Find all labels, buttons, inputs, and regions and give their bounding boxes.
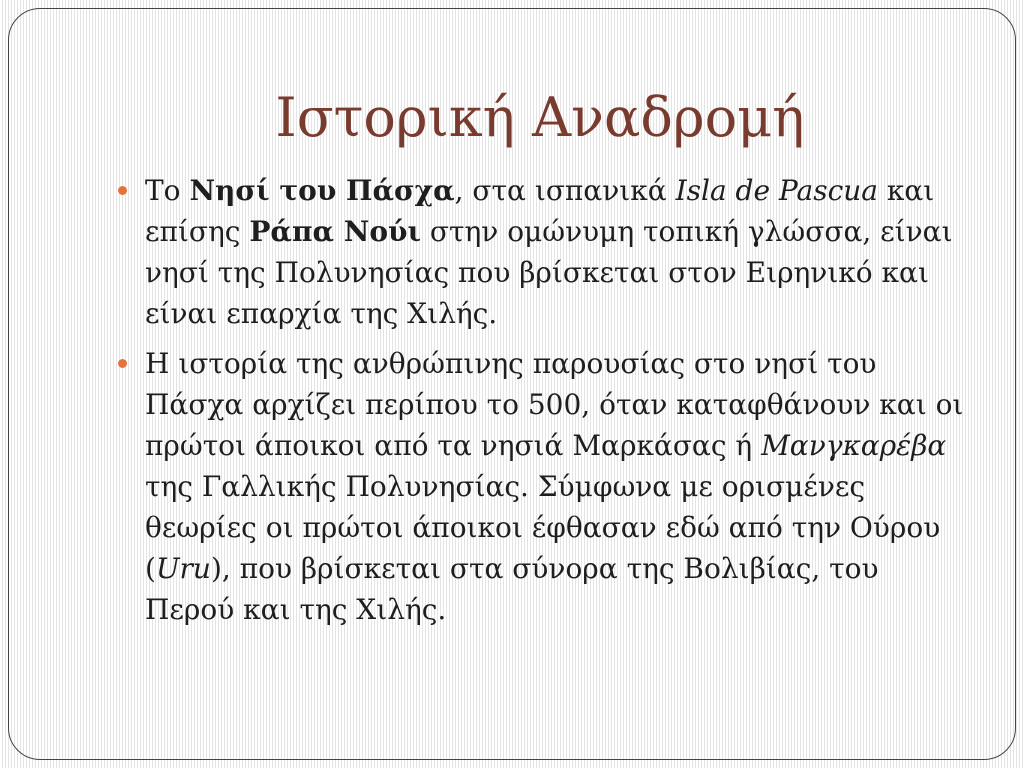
text-run: και επίσης [145, 174, 935, 248]
text-run: , στα ισπανικά [454, 174, 676, 207]
bullet-list [145, 170, 965, 630]
bullet-dot [118, 359, 127, 368]
italic-term: Isla de Pascua [675, 174, 878, 207]
text-run: της Γαλλικής Πολυνησίας. Σύμφωνα με ορισμένες θεωρίες οι πρώτοι άποικοι έφθασαν εδώ από την Ούρου ( [145, 470, 941, 585]
text-run: Η ιστορία της ανθρώπινης παρουσίας στο νησί του Πάσχα αρχίζει περίπου το 500, όταν καταφθάνουν και οι πρώτοι άποικοι από τα νησιά Μαρκάσας ή [145, 347, 964, 462]
italic-term: Μανγκαρέβα [761, 429, 947, 462]
bold-term: Νησί του Πάσχα [189, 174, 455, 207]
bold-term: Ράπα Νούι [249, 215, 421, 248]
bullet-dot [118, 186, 127, 195]
bullet-item-easter-island-names [145, 170, 965, 334]
italic-term: Uru [155, 552, 211, 585]
bullet-item-settlement-history [145, 343, 965, 630]
slide-title: Ιστορική Αναδρομή [275, 86, 805, 149]
text-run: Το [145, 174, 190, 207]
text-run: στην ομώνυμη τοπική γλώσσα, είναι νησί της Πολυνησίας που βρίσκεται στον Ειρηνικό και είναι επαρχία της Χιλής. [145, 215, 953, 330]
text-run: ), που βρίσκεται στα σύνορα της Βολιβίας, του Περού και της Χιλής. [145, 552, 879, 626]
